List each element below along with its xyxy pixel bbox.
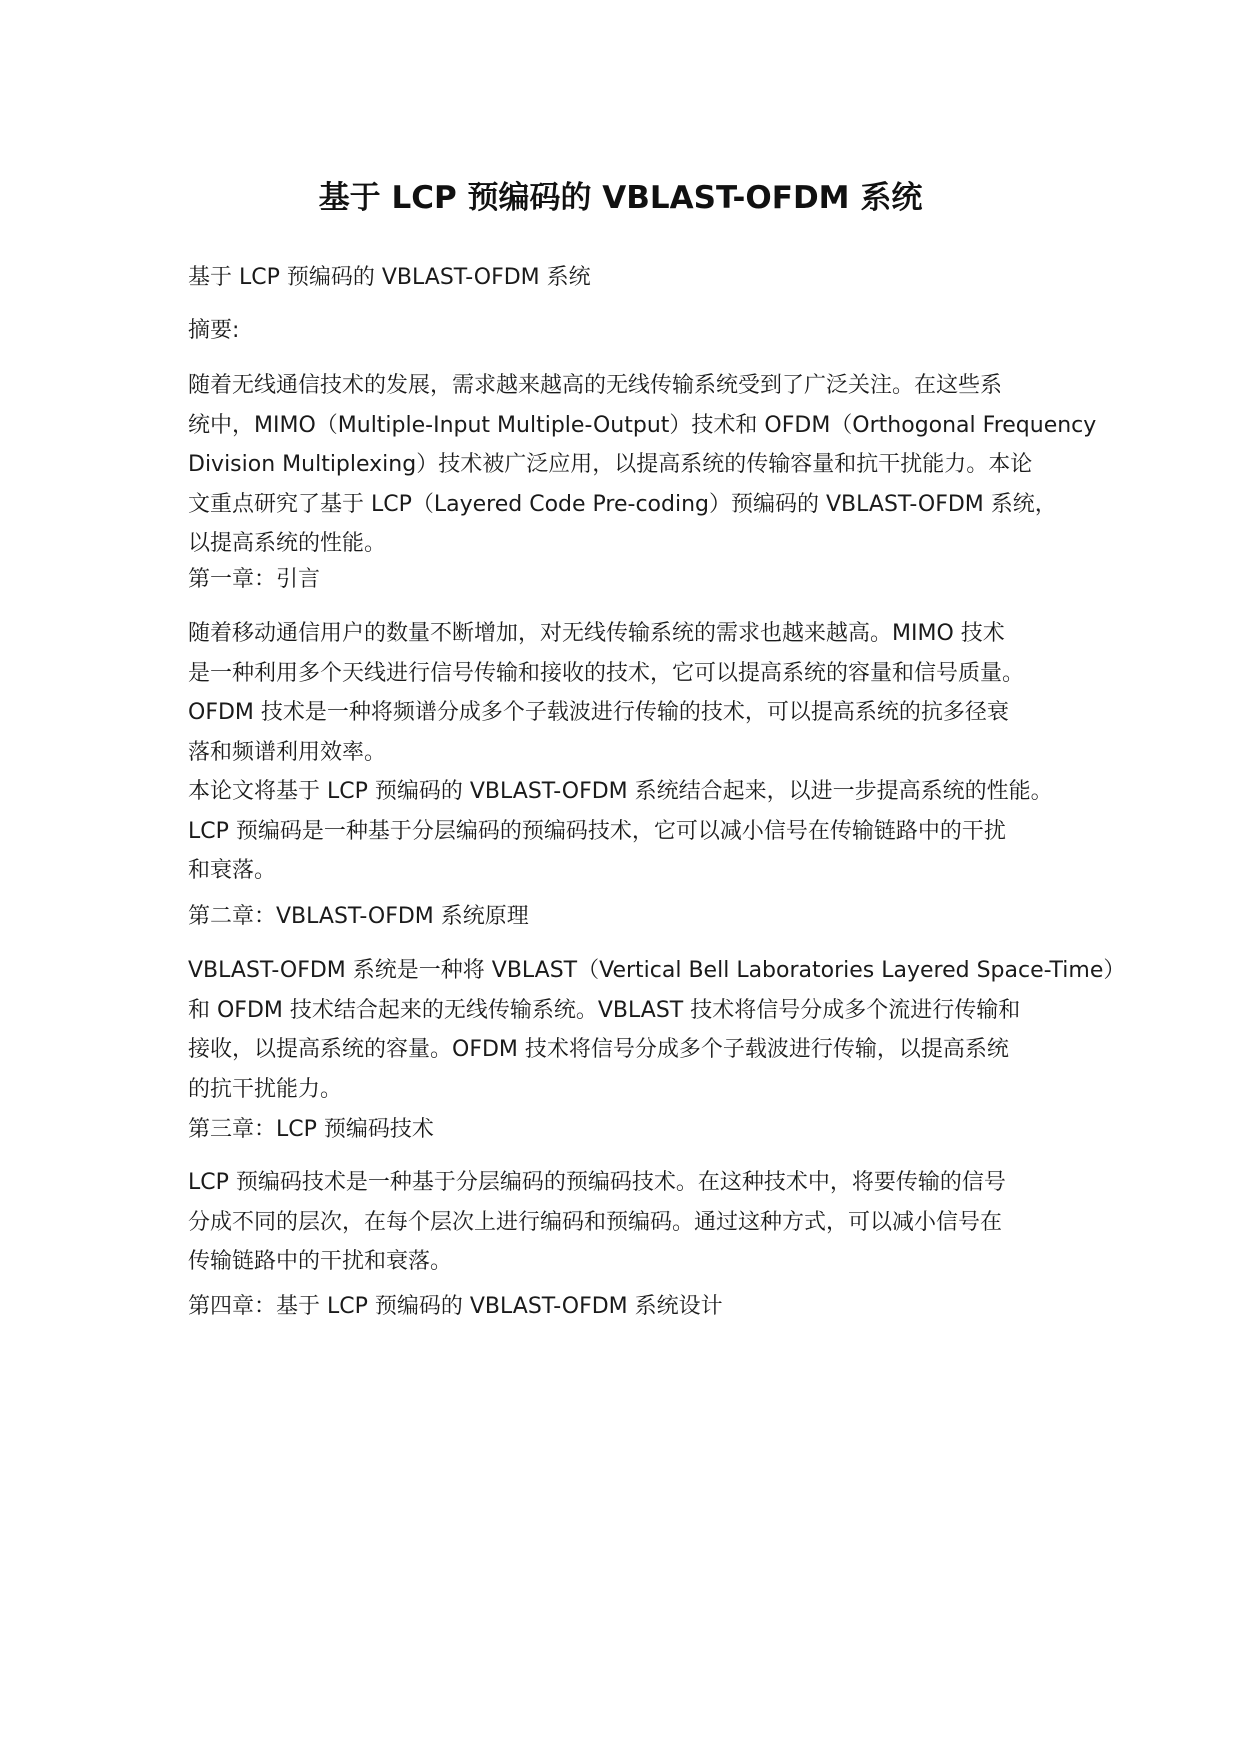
paragraph-line: Division Multiplexing）技术被广泛应用，以提高系统的传输容量和抗干扰能力。本论 xyxy=(188,452,1033,477)
paragraph-line: OFDM 技术是一种将频谱分成多个子载波进行传输的技术，可以提高系统的抗多径衰 xyxy=(188,700,1009,725)
paragraph-line: LCP 预编码技术是一种基于分层编码的预编码技术。在这种技术中，将要传输的信号 xyxy=(188,1170,1006,1195)
abstract-label: 摘要: xyxy=(188,318,240,343)
paragraph-line: 随着移动通信用户的数量不断增加，对无线传输系统的需求也越来越高。MIMO 技术 xyxy=(188,621,1005,646)
paragraph-line: 是一种利用多个天线进行信号传输和接收的技术，它可以提高系统的容量和信号质量。 xyxy=(188,660,1025,686)
document-title: 基于 LCP 预编码的 VBLAST-OFDM 系统 xyxy=(318,180,923,216)
paragraph-line: 本论文将基于 LCP 预编码的 VBLAST-OFDM 系统结合起来，以进一步提高系统的性能。 xyxy=(188,779,1053,804)
chapter4-heading: 第四章：基于 LCP 预编码的 VBLAST-OFDM 系统设计 xyxy=(188,1294,723,1319)
abstract-paragraph xyxy=(188,366,1097,564)
paragraph-line: 和 OFDM 技术结合起来的无线传输系统。VBLAST 技术将信号分成多个流进行传输和 xyxy=(188,997,1021,1023)
paragraph-line: 的抗干扰能力。 xyxy=(188,1076,343,1102)
paragraph-line: 文重点研究了基于 LCP（Layered Code Pre-coding）预编码的 VBLAST-OFDM 系统， xyxy=(188,491,1057,517)
paragraph-line: 随着无线通信技术的发展，需求越来越高的无线传输系统受到了广泛关注。在这些系 xyxy=(188,373,1003,398)
chapter1-heading: 第一章：引言 xyxy=(188,567,321,592)
paragraph-line: 接收，以提高系统的容量。OFDM 技术将信号分成多个子载波进行传输，以提高系统 xyxy=(188,1037,1009,1062)
document-subtitle: 基于 LCP 预编码的 VBLAST-OFDM 系统 xyxy=(188,265,591,290)
chapter1-paragraph-2 xyxy=(188,772,1078,891)
chapter2-paragraph-1 xyxy=(188,951,1126,1109)
paragraph-line: 传输链路中的干扰和衰落。 xyxy=(188,1249,453,1274)
chapter3-paragraph-1 xyxy=(188,1163,1078,1282)
chapter1-paragraph-1 xyxy=(188,614,1078,772)
paragraph-line: 和衰落。 xyxy=(188,858,277,883)
paragraph-line: LCP 预编码是一种基于分层编码的预编码技术，它可以减小信号在传输链路中的干扰 xyxy=(188,818,1006,844)
chapter2-heading: 第二章：VBLAST-OFDM 系统原理 xyxy=(188,904,529,929)
paragraph-line: VBLAST-OFDM 系统是一种将 VBLAST（Vertical Bell Laboratories Layered Space-Time） xyxy=(188,958,1126,983)
paragraph-line: 以提高系统的性能。 xyxy=(188,531,387,556)
paragraph-line: 落和频谱利用效率。 xyxy=(188,739,387,765)
paragraph-line: 统中，MIMO（Multiple-Input Multiple-Output）技术和 OFDM（Orthogonal Frequency xyxy=(188,412,1097,438)
paragraph-line: 分成不同的层次，在每个层次上进行编码和预编码。通过这种方式，可以减小信号在 xyxy=(188,1209,1003,1235)
chapter3-heading: 第三章：LCP 预编码技术 xyxy=(188,1117,434,1142)
